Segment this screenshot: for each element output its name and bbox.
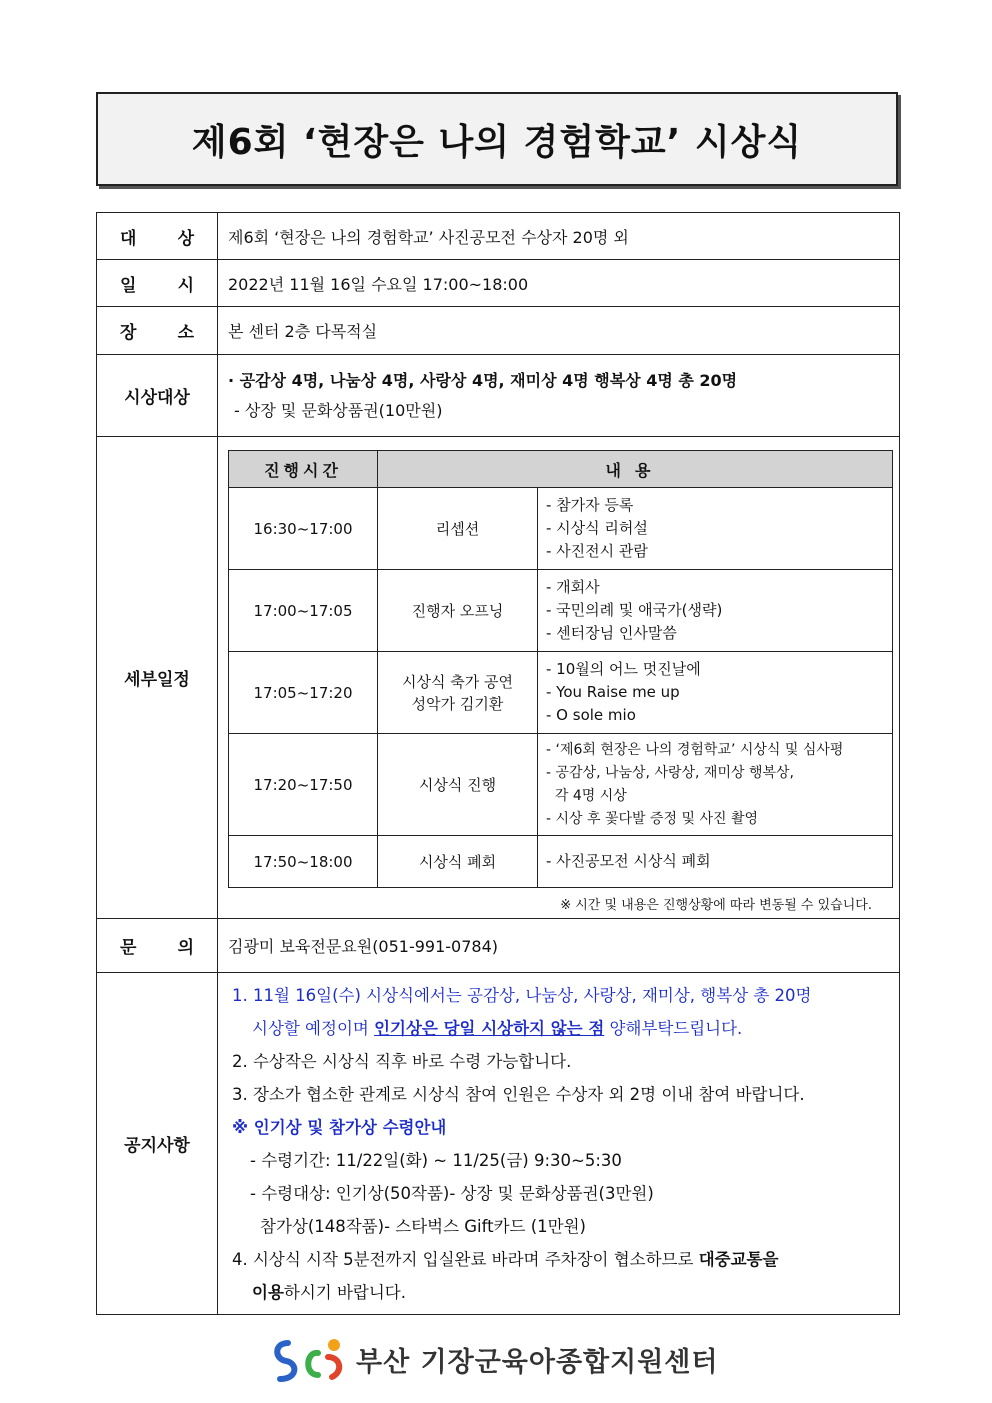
schedule-detail: - 센터장님 인사말씀 bbox=[546, 624, 677, 642]
schedule-header-content: 내용 bbox=[378, 451, 893, 488]
row-award bbox=[97, 355, 900, 437]
row-target bbox=[97, 213, 900, 260]
schedule-row bbox=[229, 734, 893, 836]
notice-3: 3. 장소가 협소한 관계로 시상식 참여 인원은 수상자 외 2명 이내 참여 바랍니다. bbox=[232, 1084, 805, 1104]
label-date-a: 일 bbox=[120, 275, 137, 296]
label-award: 시상대상 bbox=[97, 355, 218, 437]
schedule-detail: - 10월의 어느 멋진날에 bbox=[546, 660, 701, 678]
schedule-detail: - O sole mio bbox=[546, 706, 636, 724]
notice-1c: 인기상은 당일 시상하지 않는 점 bbox=[374, 1018, 605, 1038]
schedule-detail: - 참가자 등록 bbox=[546, 496, 634, 514]
row-notice bbox=[97, 973, 900, 1315]
schedule-detail: - 시상식 리허설 bbox=[546, 519, 648, 537]
schedule-row bbox=[229, 836, 893, 888]
schedule-program: 시상식 축가 공연 bbox=[402, 672, 513, 691]
schedule-time: 17:05~17:20 bbox=[229, 652, 378, 734]
notice-4c: 이용 bbox=[252, 1282, 284, 1302]
notice-1a: 1. 11월 16일(수) 시상식에서는 공감상, 나눔상, 사랑상, 재미상, 행복상 총 20명 bbox=[232, 985, 812, 1005]
schedule-header-time: 진행시간 bbox=[229, 451, 378, 488]
contact-value: 김광미 보육전문요원(051-991-0784) bbox=[218, 919, 900, 973]
schedule-note: ※ 시간 및 내용은 진행상황에 따라 변동될 수 있습니다. bbox=[560, 898, 872, 913]
schedule-performer: 성악가 김기환 bbox=[411, 694, 504, 713]
schedule-detail: - 개회사 bbox=[546, 578, 600, 596]
label-notice: 공지사항 bbox=[97, 973, 218, 1315]
schedule-table bbox=[228, 450, 893, 888]
schedule-detail: - 시상 후 꽃다발 증정 및 사진 촬영 bbox=[546, 810, 759, 827]
schedule-program: 시상식 진행 bbox=[378, 734, 538, 836]
schedule-detail: 각 4명 시상 bbox=[546, 787, 627, 804]
notice-special-2: - 수령대상: 인기상(50작품)- 상장 및 문화상품권(3만원) bbox=[250, 1183, 654, 1203]
notice-special-3: 참가상(148작품)- 스타벅스 Gift카드 (1만원) bbox=[260, 1216, 586, 1236]
label-target-a: 대 bbox=[120, 228, 137, 249]
schedule-row bbox=[229, 488, 893, 570]
footer bbox=[270, 1334, 730, 1384]
label-place-b: 소 bbox=[177, 323, 194, 343]
notice-1d: 양해부탁드립니다. bbox=[604, 1018, 743, 1038]
label-date-b: 시 bbox=[177, 275, 194, 296]
schedule-time: 17:50~18:00 bbox=[229, 836, 378, 888]
row-date bbox=[97, 260, 900, 307]
notice-1b: 시상할 예정이며 bbox=[252, 1018, 375, 1038]
page-title: 제6회 ‘현장은 나의 경험학교’ 시상식 bbox=[96, 92, 898, 186]
schedule-row bbox=[229, 570, 893, 652]
notice-2: 2. 수상작은 시상식 직후 바로 수령 가능합니다. bbox=[232, 1051, 572, 1071]
schedule-program: 리셉션 bbox=[378, 488, 538, 570]
label-contact-b: 의 bbox=[177, 938, 194, 958]
row-schedule bbox=[97, 437, 900, 919]
notice-4a: 4. 시상식 시작 5분전까지 입실완료 바라며 주차장이 협소하므로 bbox=[232, 1249, 699, 1269]
footer-org-name: 부산 기장군육아종합지원센터 bbox=[356, 1346, 719, 1378]
notice-4b: 대중교통을 bbox=[698, 1249, 779, 1269]
label-place-a: 장 bbox=[120, 323, 137, 343]
award-line-1: · 공감상 4명, 나눔상 4명, 사랑상 4명, 재미상 4명 행복상 4명 총 20명 bbox=[228, 370, 738, 390]
schedule-detail: - You Raise me up bbox=[546, 683, 680, 701]
label-target-b: 상 bbox=[177, 228, 194, 249]
center-logo-icon bbox=[270, 1335, 346, 1383]
schedule-program: 시상식 폐회 bbox=[378, 836, 538, 888]
schedule-detail: - ‘제6회 현장은 나의 경험학교’ 시상식 및 심사평 bbox=[546, 741, 844, 758]
schedule-row bbox=[229, 652, 893, 734]
schedule-time: 16:30~17:00 bbox=[229, 488, 378, 570]
schedule-time: 17:00~17:05 bbox=[229, 570, 378, 652]
schedule-time: 17:20~17:50 bbox=[229, 734, 378, 836]
place-value: 본 센터 2층 다목적실 bbox=[218, 307, 900, 355]
row-contact bbox=[97, 919, 900, 973]
event-info-table bbox=[96, 212, 900, 1315]
label-schedule: 세부일정 bbox=[97, 437, 218, 919]
notice-4d: 하시기 바랍니다. bbox=[283, 1282, 406, 1302]
schedule-detail: - 사진전시 관람 bbox=[546, 542, 648, 560]
row-place bbox=[97, 307, 900, 355]
label-contact-a: 문 bbox=[120, 938, 137, 958]
date-value: 2022년 11월 16일 수요일 17:00~18:00 bbox=[218, 260, 900, 307]
schedule-program: 진행자 오프닝 bbox=[378, 570, 538, 652]
target-value: 제6회 ‘현장은 나의 경험학교’ 사진공모전 수상자 20명 외 bbox=[218, 213, 900, 260]
notice-special-1: - 수령기간: 11/22일(화) ~ 11/25(금) 9:30~5:30 bbox=[250, 1150, 622, 1170]
schedule-detail: - 공감상, 나눔상, 사랑상, 재미상 행복상, bbox=[546, 764, 794, 781]
award-line-2: - 상장 및 문화상품권(10만원) bbox=[234, 400, 443, 420]
notice-special-heading: ※ 인기상 및 참가상 수령안내 bbox=[232, 1117, 447, 1137]
schedule-detail: - 사진공모전 시상식 폐회 bbox=[546, 852, 711, 870]
schedule-detail: - 국민의례 및 애국가(생략) bbox=[546, 601, 723, 619]
